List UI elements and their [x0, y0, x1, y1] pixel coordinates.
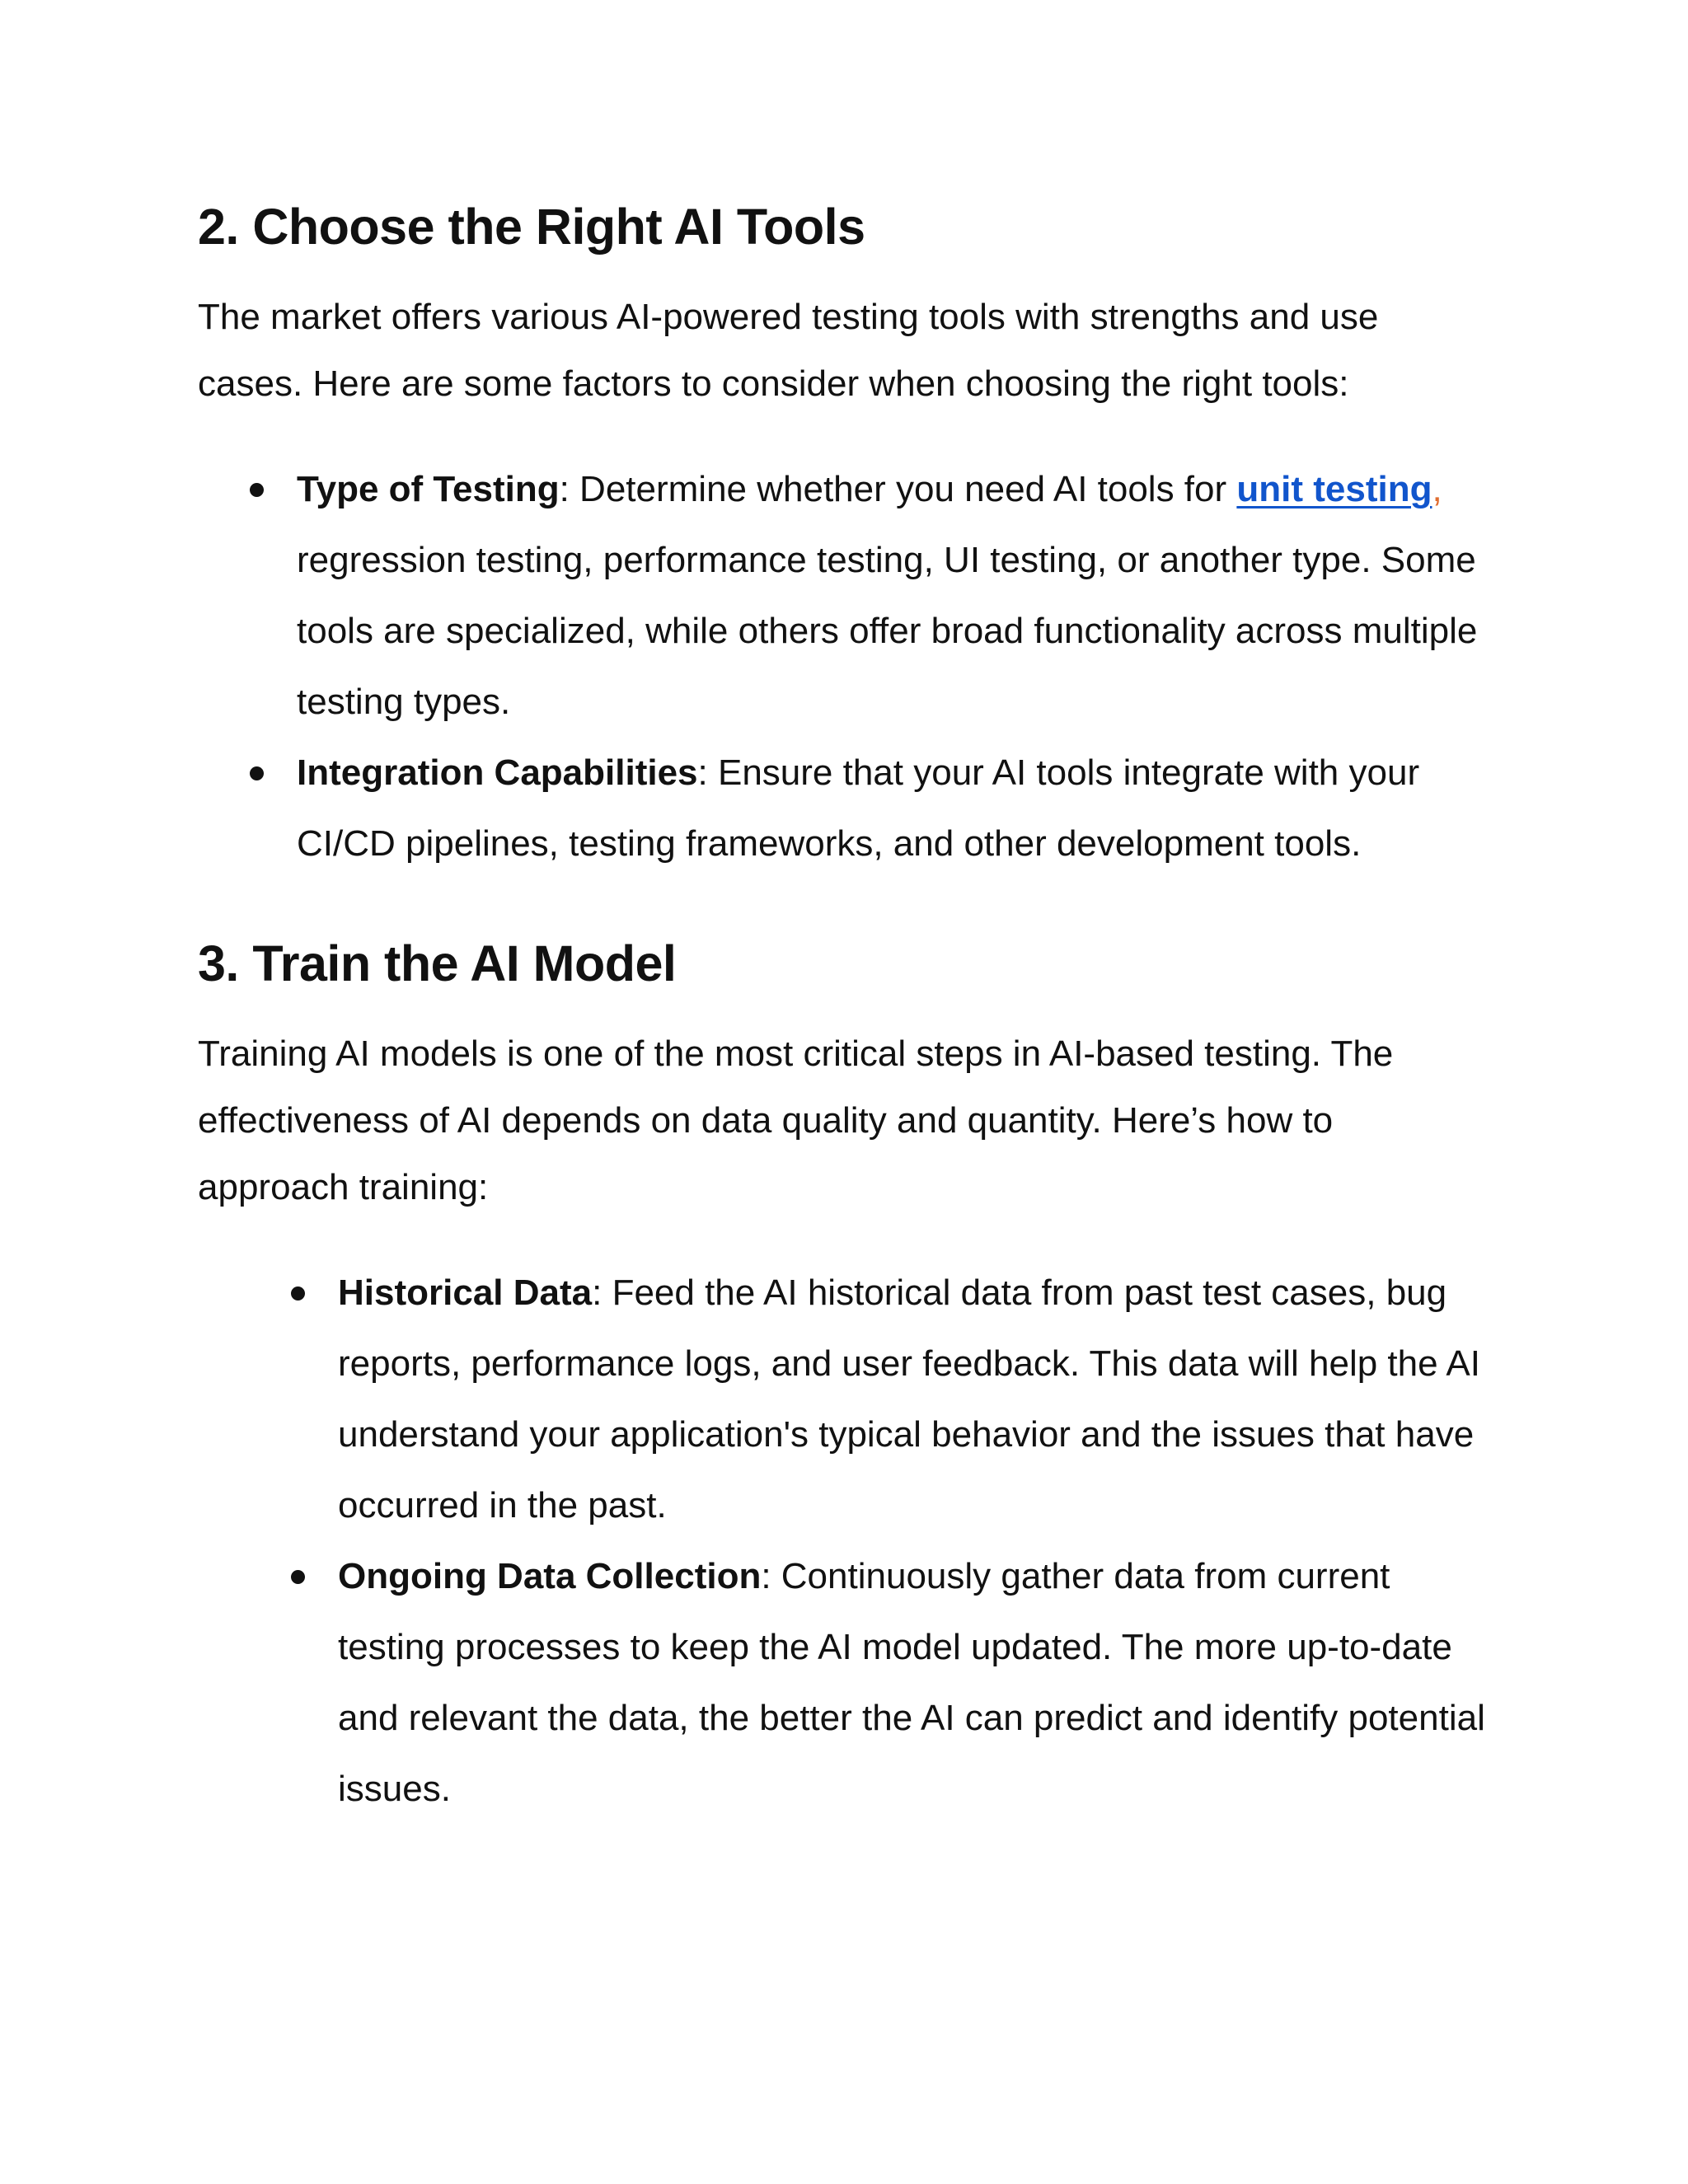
list-item-type-of-testing [198, 454, 1490, 738]
list-item-integration-capabilities [198, 738, 1490, 879]
section-heading-train-model: 3. Train the AI Model [198, 935, 677, 991]
factors-list [198, 454, 1490, 879]
list-item-historical-data [198, 1258, 1490, 1541]
term-separator: : [697, 752, 718, 793]
term-separator: : [559, 469, 580, 509]
item-text-after-link: regression testing, performance testing, UI testing, or another type. Some tools are specialized, while others offer broad functionality across multiple testing types. [297, 540, 1478, 722]
term-ongoing-data-collection: Ongoing Data Collection [338, 1556, 762, 1596]
item-text: Feed the AI historical data from past test cases, bug reports, performance logs, and user feedback. This data will help the AI understand your application's typical behavior and the issues that have occurred in the past. [338, 1272, 1480, 1526]
training-list [198, 1258, 1490, 1825]
item-text: Continuously gather data from current testing processes to keep the AI model updated. The more up-to-date and relevant the data, the better the AI can predict and identify potential issues. [338, 1556, 1485, 1809]
item-text-before-link: Determine whether you need AI tools for [579, 469, 1237, 509]
section-heading-choose-tools: 2. Choose the Right AI Tools [198, 199, 865, 255]
term-historical-data: Historical Data [338, 1272, 593, 1313]
section-intro-train-model: Training AI models is one of the most critical steps in AI-based testing. The effectiveness of AI depends on data quality and quantity. Here’s how to approach training: [198, 1033, 1394, 1207]
unit-testing-link[interactable]: unit testing [1236, 469, 1432, 509]
term-type-of-testing: Type of Testing [297, 469, 560, 509]
section-intro-choose-tools: The market offers various AI-powered testing tools with strengths and use cases. Here are some factors to consider when choosing the right tools: [198, 297, 1379, 404]
bullet-icon [250, 483, 264, 497]
list-item-ongoing-data-collection [198, 1541, 1490, 1825]
term-separator: : [592, 1272, 612, 1313]
item-text: Ensure that your AI tools integrate with your CI/CD pipelines, testing frameworks, and other development tools. [297, 752, 1420, 864]
link-trailing-comma: , [1432, 469, 1442, 509]
bullet-icon [291, 1286, 305, 1301]
bullet-icon [291, 1570, 305, 1584]
bullet-icon [250, 766, 264, 780]
term-separator: : [761, 1556, 781, 1596]
term-integration-capabilities: Integration Capabilities [297, 752, 698, 793]
